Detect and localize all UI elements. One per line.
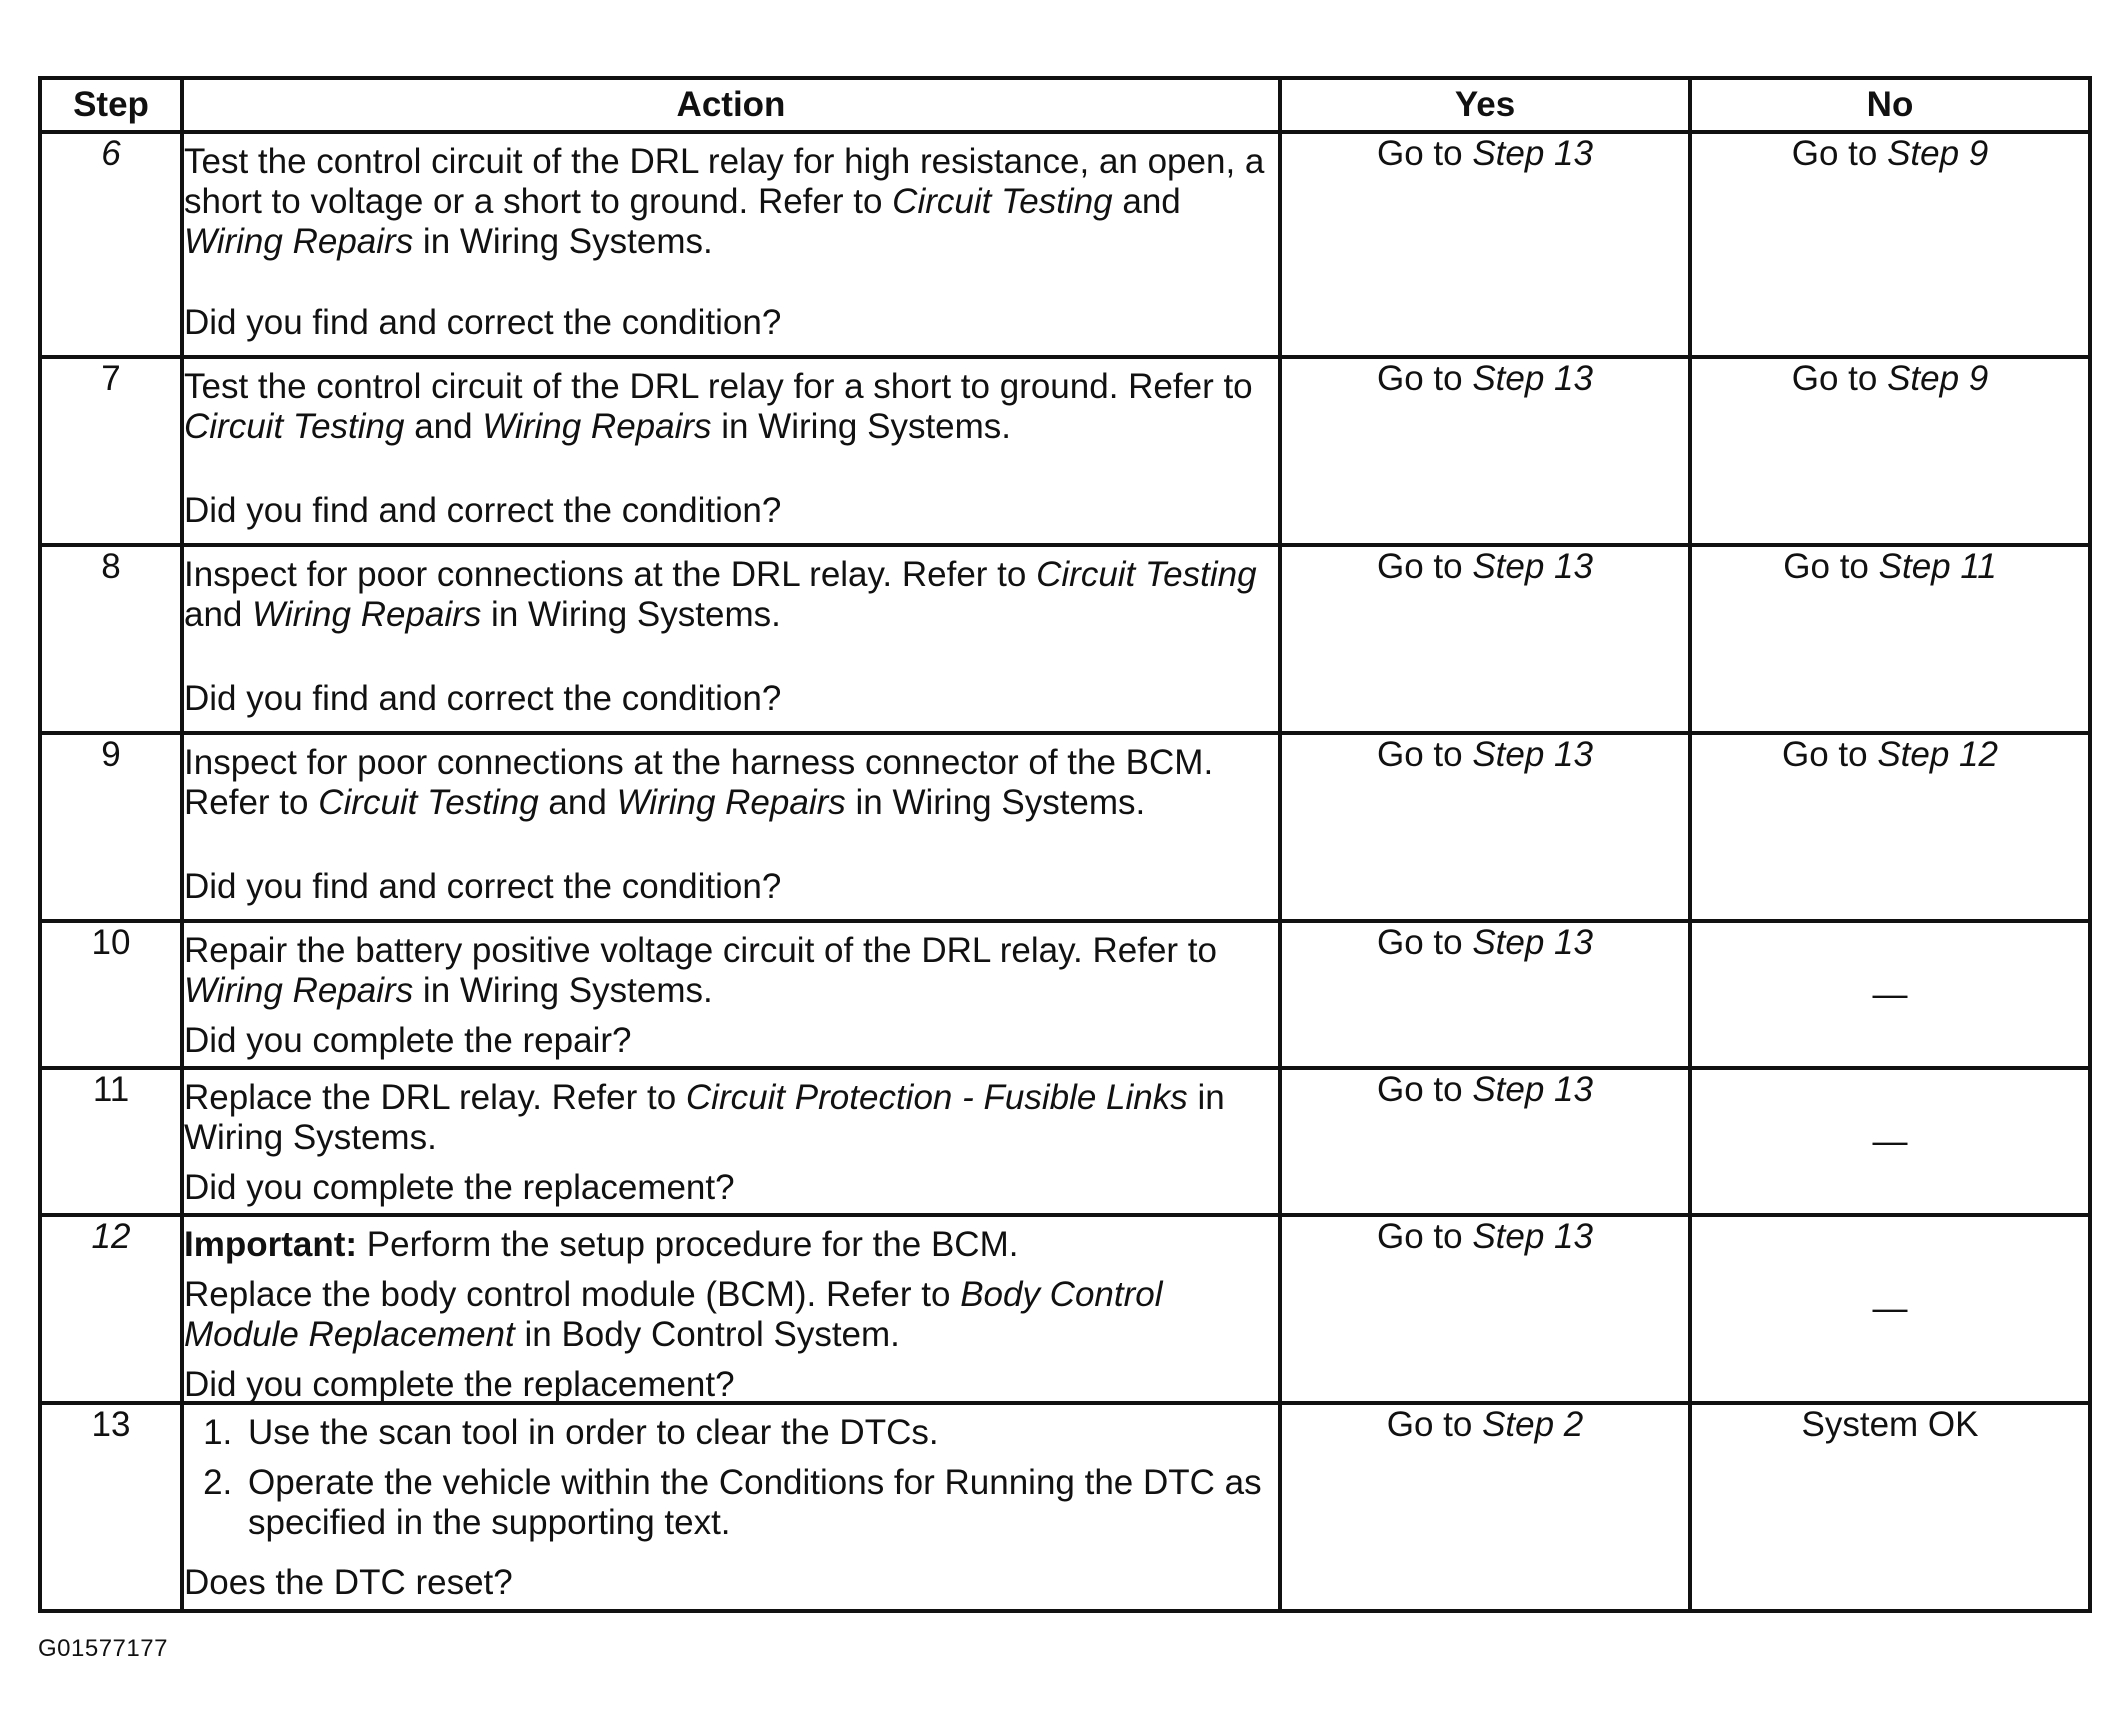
action-question: Does the DTC reset? — [184, 1563, 513, 1602]
action-text-part: in Wiring Systems. — [413, 971, 713, 1010]
action-instructions — [184, 1070, 1278, 1158]
table-row — [40, 1068, 2090, 1215]
action-content — [184, 735, 1278, 915]
action-content — [184, 359, 1278, 539]
action-question: Did you find and correct the condition? — [184, 303, 782, 342]
no-prefix: Go to — [1783, 547, 1879, 586]
action-text-part: Test the control circuit of the DRL relay for high resistance, an open, a short to voltage or a short to ground. Refer to — [184, 142, 1265, 221]
yes-target: Step 13 — [1472, 1217, 1593, 1256]
action-instructions — [184, 1405, 1278, 1553]
reference-link: Wiring Repairs — [184, 971, 414, 1010]
action-text-part: Repair the battery positive voltage circuit of the DRL relay. Refer to — [184, 931, 1217, 970]
action-text — [184, 367, 1278, 447]
header-step: Step — [40, 78, 182, 132]
action-cell — [182, 357, 1280, 545]
reference-link: Wiring Repairs — [252, 595, 482, 634]
table-row — [40, 545, 2090, 733]
action-instructions — [184, 1217, 1278, 1355]
no-prefix: Go to — [1791, 134, 1888, 173]
no-cell: — — [1690, 921, 2090, 1068]
action-text — [184, 743, 1278, 823]
yes-cell — [1280, 1215, 1690, 1403]
yes-cell — [1280, 921, 1690, 1068]
header-yes: Yes — [1280, 78, 1690, 132]
yes-target: Step 13 — [1472, 735, 1593, 774]
reference-link: Circuit Testing — [184, 407, 405, 446]
action-question: Did you complete the replacement? — [184, 1365, 735, 1404]
action-content — [184, 923, 1278, 1062]
action-cell — [182, 1403, 1280, 1611]
no-cell — [1690, 545, 2090, 733]
reference-link: Circuit Protection - Fusible Links — [685, 1078, 1188, 1117]
action-text — [184, 555, 1278, 635]
yes-target: Step 13 — [1472, 1070, 1593, 1109]
header-no: No — [1690, 78, 2090, 132]
action-text-part: and — [404, 407, 483, 446]
yes-cell — [1280, 1068, 1690, 1215]
action-question: Did you complete the replacement? — [184, 1168, 735, 1207]
reference-link: Circuit Testing — [892, 182, 1113, 221]
action-question: Did you find and correct the condition? — [184, 867, 782, 906]
no-target: Step 11 — [1878, 547, 1997, 586]
action-instructions — [184, 735, 1278, 823]
yes-prefix: Go to — [1377, 923, 1473, 962]
header-action: Action — [182, 78, 1280, 132]
yes-prefix: Go to — [1377, 1070, 1473, 1109]
action-content — [184, 1217, 1278, 1404]
table-row — [40, 733, 2090, 921]
action-text-part: and — [184, 595, 253, 634]
table-row — [40, 132, 2090, 357]
action-text-part: Replace the body control module (BCM). Refer to — [184, 1275, 961, 1314]
yes-prefix: Go to — [1377, 359, 1473, 398]
action-instructions — [184, 547, 1278, 635]
yes-target: Step 13 — [1472, 134, 1593, 173]
step-number: 7 — [40, 357, 182, 545]
action-question: Did you complete the repair? — [184, 1021, 632, 1060]
yes-target: Step 13 — [1472, 547, 1593, 586]
no-cell: — — [1690, 1215, 2090, 1403]
list-item: 2. Operate the vehicle within the Conditions for Running the DTC as specified in the supporting text. — [242, 1463, 1278, 1543]
action-cell — [182, 545, 1280, 733]
yes-cell — [1280, 545, 1690, 733]
diagnostic-table-container — [38, 76, 2088, 1613]
no-cell — [1690, 733, 2090, 921]
action-text-part: in Wiring Systems. — [413, 222, 713, 261]
action-instructions — [184, 359, 1278, 447]
no-target: Step 12 — [1877, 735, 1998, 774]
table-row — [40, 357, 2090, 545]
action-text — [184, 142, 1278, 262]
reference-link: Wiring Repairs — [482, 407, 712, 446]
yes-target: Step 2 — [1482, 1405, 1584, 1444]
yes-prefix: Go to — [1377, 735, 1473, 774]
action-content — [184, 547, 1278, 727]
action-cell — [182, 1068, 1280, 1215]
action-cell — [182, 921, 1280, 1068]
yes-cell — [1280, 1403, 1690, 1611]
action-text — [184, 931, 1278, 1011]
step-number: 9 — [40, 733, 182, 921]
table-row — [40, 1403, 2090, 1611]
table-body — [40, 132, 2090, 1611]
action-text-part: and — [538, 783, 617, 822]
no-cell — [1690, 357, 2090, 545]
important-note — [184, 1225, 1278, 1265]
yes-cell — [1280, 132, 1690, 357]
yes-prefix: Go to — [1377, 547, 1473, 586]
no-prefix: Go to — [1791, 359, 1888, 398]
important-label: Important: — [184, 1225, 358, 1264]
important-text: Perform the setup procedure for the BCM. — [357, 1225, 1019, 1264]
no-cell: System OK — [1690, 1403, 2090, 1611]
action-text-part: in Wiring Systems. — [845, 783, 1146, 822]
action-text-part: in Wiring Systems. — [184, 1078, 1225, 1157]
table-row — [40, 1215, 2090, 1403]
action-text — [184, 1275, 1278, 1355]
action-instructions — [184, 923, 1278, 1011]
action-text-part: and — [1112, 182, 1181, 221]
reference-link: Body Control Module Replacement — [184, 1275, 1163, 1354]
yes-cell — [1280, 733, 1690, 921]
no-target: Step 9 — [1887, 134, 1989, 173]
no-cell: — — [1690, 1068, 2090, 1215]
action-text-part: in Wiring Systems. — [481, 595, 781, 634]
action-text-part: Inspect for poor connections at the harness connector of the BCM. Refer to — [184, 743, 1214, 822]
action-text-part: Inspect for poor connections at the DRL relay. Refer to — [184, 555, 1037, 594]
action-text-part: in Wiring Systems. — [711, 407, 1012, 446]
action-cell — [182, 132, 1280, 357]
no-target: Step 9 — [1887, 359, 1989, 398]
action-question: Did you find and correct the condition? — [184, 491, 782, 530]
yes-target: Step 13 — [1472, 359, 1593, 398]
step-number: 8 — [40, 545, 182, 733]
yes-prefix: Go to — [1377, 134, 1473, 173]
action-instructions — [184, 134, 1278, 262]
yes-prefix: Go to — [1386, 1405, 1483, 1444]
list-item: 1. Use the scan tool in order to clear the DTCs. — [242, 1413, 1278, 1453]
no-prefix: Go to — [1782, 735, 1878, 774]
reference-link: Wiring Repairs — [184, 222, 414, 261]
action-content — [184, 134, 1278, 351]
table-row — [40, 921, 2090, 1068]
action-content — [184, 1070, 1278, 1209]
action-text — [184, 1078, 1278, 1158]
action-question: Did you find and correct the condition? — [184, 679, 782, 718]
action-text-part: in Body Control System. — [514, 1315, 900, 1354]
step-number: 12 — [40, 1215, 182, 1403]
action-text-part: Replace the DRL relay. Refer to — [184, 1078, 686, 1117]
reference-link: Wiring Repairs — [616, 783, 846, 822]
yes-target: Step 13 — [1472, 923, 1593, 962]
figure-id: G01577177 — [38, 1635, 168, 1662]
action-cell — [182, 733, 1280, 921]
step-number: 11 — [40, 1068, 182, 1215]
yes-cell — [1280, 357, 1690, 545]
step-number: 6 — [40, 132, 182, 357]
header-row — [40, 78, 2090, 132]
reference-link: Circuit Testing — [1036, 555, 1257, 594]
step-number: 13 — [40, 1403, 182, 1611]
diagnostic-table — [38, 76, 2092, 1613]
yes-prefix: Go to — [1377, 1217, 1473, 1256]
no-cell — [1690, 132, 2090, 357]
action-text-part: Test the control circuit of the DRL relay for a short to ground. Refer to — [184, 367, 1253, 406]
action-content — [184, 1405, 1278, 1605]
action-cell — [182, 1215, 1280, 1403]
reference-link: Circuit Testing — [318, 783, 539, 822]
step-number: 10 — [40, 921, 182, 1068]
procedure-list — [184, 1413, 1278, 1543]
